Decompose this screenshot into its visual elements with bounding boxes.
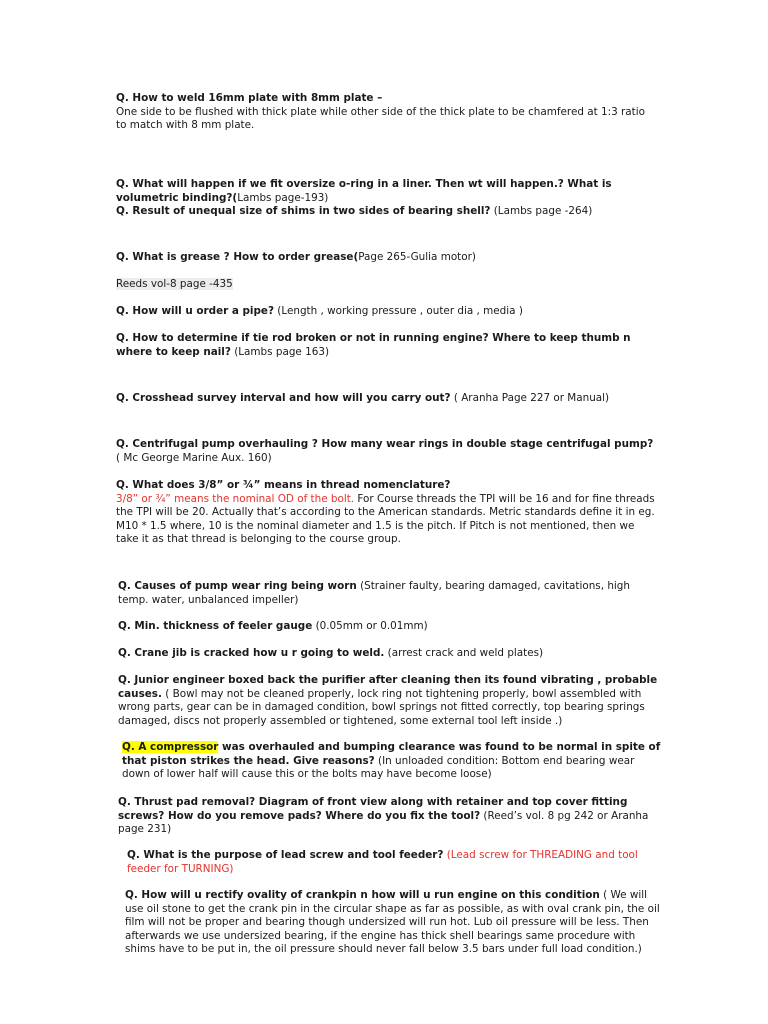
answer-text: One side to be flushed with thick plate while other side of the thick plate to be chamfered at 1:3 ratio to match with 8 mm plate. <box>116 105 645 132</box>
reference-text: (Lambs page -264) <box>490 205 593 218</box>
answer-highlight: (Lead screw for THREADING and tool feeder for TURNING) <box>127 849 638 875</box>
question-text: Q. What is the purpose of lead screw and tool feeder? <box>127 849 444 861</box>
question-text: Q. How will u rectify ovality of crankpin n how will u run engine on this condition <box>125 889 600 901</box>
question-wear-ring <box>118 580 658 607</box>
question-compressor <box>122 741 662 782</box>
question-thrust-pad <box>118 796 658 837</box>
answer-text: ( Bowl may not be cleaned properly, lock ring not tightening properly, bowl assembled with wrong parts, gear can be in damaged condition, bowl springs not fitted correctly, top bearing springs damaged, discs not properly assembled or tightened, some external tool left inside .) <box>118 687 645 727</box>
answer-highlight: 3/8” or ¾” means the nominal OD of the bolt. <box>116 492 355 505</box>
reference-text: Lambs page-193) <box>237 191 329 204</box>
question-text: Q. How to weld 16mm plate with 8mm plate – <box>116 92 383 104</box>
question-centrifugal-pump <box>116 438 656 465</box>
question-tie-rod <box>116 332 656 359</box>
answer-text: ( We will use oil stone to get the crank pin in the circular shape as far as possible, as with oval crank pin, the oil film will not be proper and bearing though undersized will run hot. Lub oil pressure will be less. Then afterwards we use undersized bearing, if the engine has thick shell bearings same procedure with shims have to be put in, the oil pressure should never fall below 3.5 bars under full load condition.) <box>125 889 660 956</box>
question-text: Q. Result of unequal size of shims in two sides of bearing shell? <box>116 205 491 218</box>
highlighted-question-text: Q. A compressor <box>122 741 219 753</box>
question-text: Q. Junior engineer boxed back the purifier after cleaning then its found vibrating , probable causes. <box>118 674 658 700</box>
question-text: Q. Crane jib is cracked how u r going to weld. <box>118 647 385 659</box>
reference-text: ( Aranha Page 227 or Manual) <box>450 392 610 404</box>
question-text: Q. What does 3/8” or ¾” means in thread nomenclature? <box>116 479 451 491</box>
question-oring-liner <box>116 178 656 219</box>
reference-text: (Lambs page 163) <box>230 345 329 358</box>
reeds-reference <box>116 278 656 292</box>
answer-text: (Reed’s vol. 8 pg 242 or Aranha page 231) <box>118 809 649 836</box>
reference-text: Page 265-Gulia motor) <box>358 251 476 263</box>
question-order-pipe <box>116 305 656 319</box>
question-feeler-gauge <box>118 620 658 634</box>
question-text: Q. Min. thickness of feeler gauge <box>118 620 313 632</box>
question-crankpin-ovality <box>125 889 665 957</box>
answer-text: For Course threads the TPI will be 16 and for fine threads the TPI will be 20. Actually that’s according to the American standards. Metric standards define it in eg. M10 * 1.5 where, 10 is the nominal diameter and 1.5 is the pitch. If Pitch is not mentioned, then we take it as that thread is belonging to the course group. <box>116 492 655 546</box>
answer-text: (Length , working pressure , outer dia , media ) <box>274 305 523 317</box>
question-crosshead <box>116 392 656 406</box>
reference-text: Reeds vol-8 page -435 <box>116 278 233 290</box>
question-crane-jib <box>118 647 658 661</box>
answer-text: (0.05mm or 0.01mm) <box>312 620 428 632</box>
reference-text: ( Mc George Marine Aux. 160) <box>116 451 272 464</box>
question-grease <box>116 251 656 265</box>
question-text: Q. Causes of pump wear ring being worn <box>118 580 357 592</box>
answer-text: (arrest crack and weld plates) <box>384 647 544 659</box>
question-text: Q. How will u order a pipe? <box>116 305 274 317</box>
question-text: Q. What is grease ? How to order grease( <box>116 251 359 263</box>
question-text: was overhauled and bumping clearance was found to be normal in spite of that piston strikes the head. Give reasons? <box>122 741 661 767</box>
question-thread-nomenclature <box>116 479 656 547</box>
question-lead-screw <box>127 849 667 876</box>
question-weld-plates <box>116 92 656 133</box>
question-text: Q. Crosshead survey interval and how will you carry out? <box>116 392 451 404</box>
question-text: Q. How to determine if tie rod broken or not in running engine? Where to keep thumb n where to keep nail? <box>116 332 631 358</box>
question-text: Q. Thrust pad removal? Diagram of front view along with retainer and top cover fitting screws? How do you remove pads? Where do you fix the tool? <box>118 796 628 822</box>
answer-text: (Strainer faulty, bearing damaged, cavitations, high temp. water, unbalanced impeller) <box>118 580 630 606</box>
question-text: Q. What will happen if we fit oversize o-ring in a liner. Then wt will happen.? What is volumetric binding?( <box>116 178 612 204</box>
question-text: Q. Centrifugal pump overhauling ? How many wear rings in double stage centrifugal pump? <box>116 438 654 450</box>
question-purifier <box>118 674 658 728</box>
answer-text: (In unloaded condition: Bottom end bearing wear down of lower half will cause this or the bolts may have become loose) <box>122 754 635 781</box>
